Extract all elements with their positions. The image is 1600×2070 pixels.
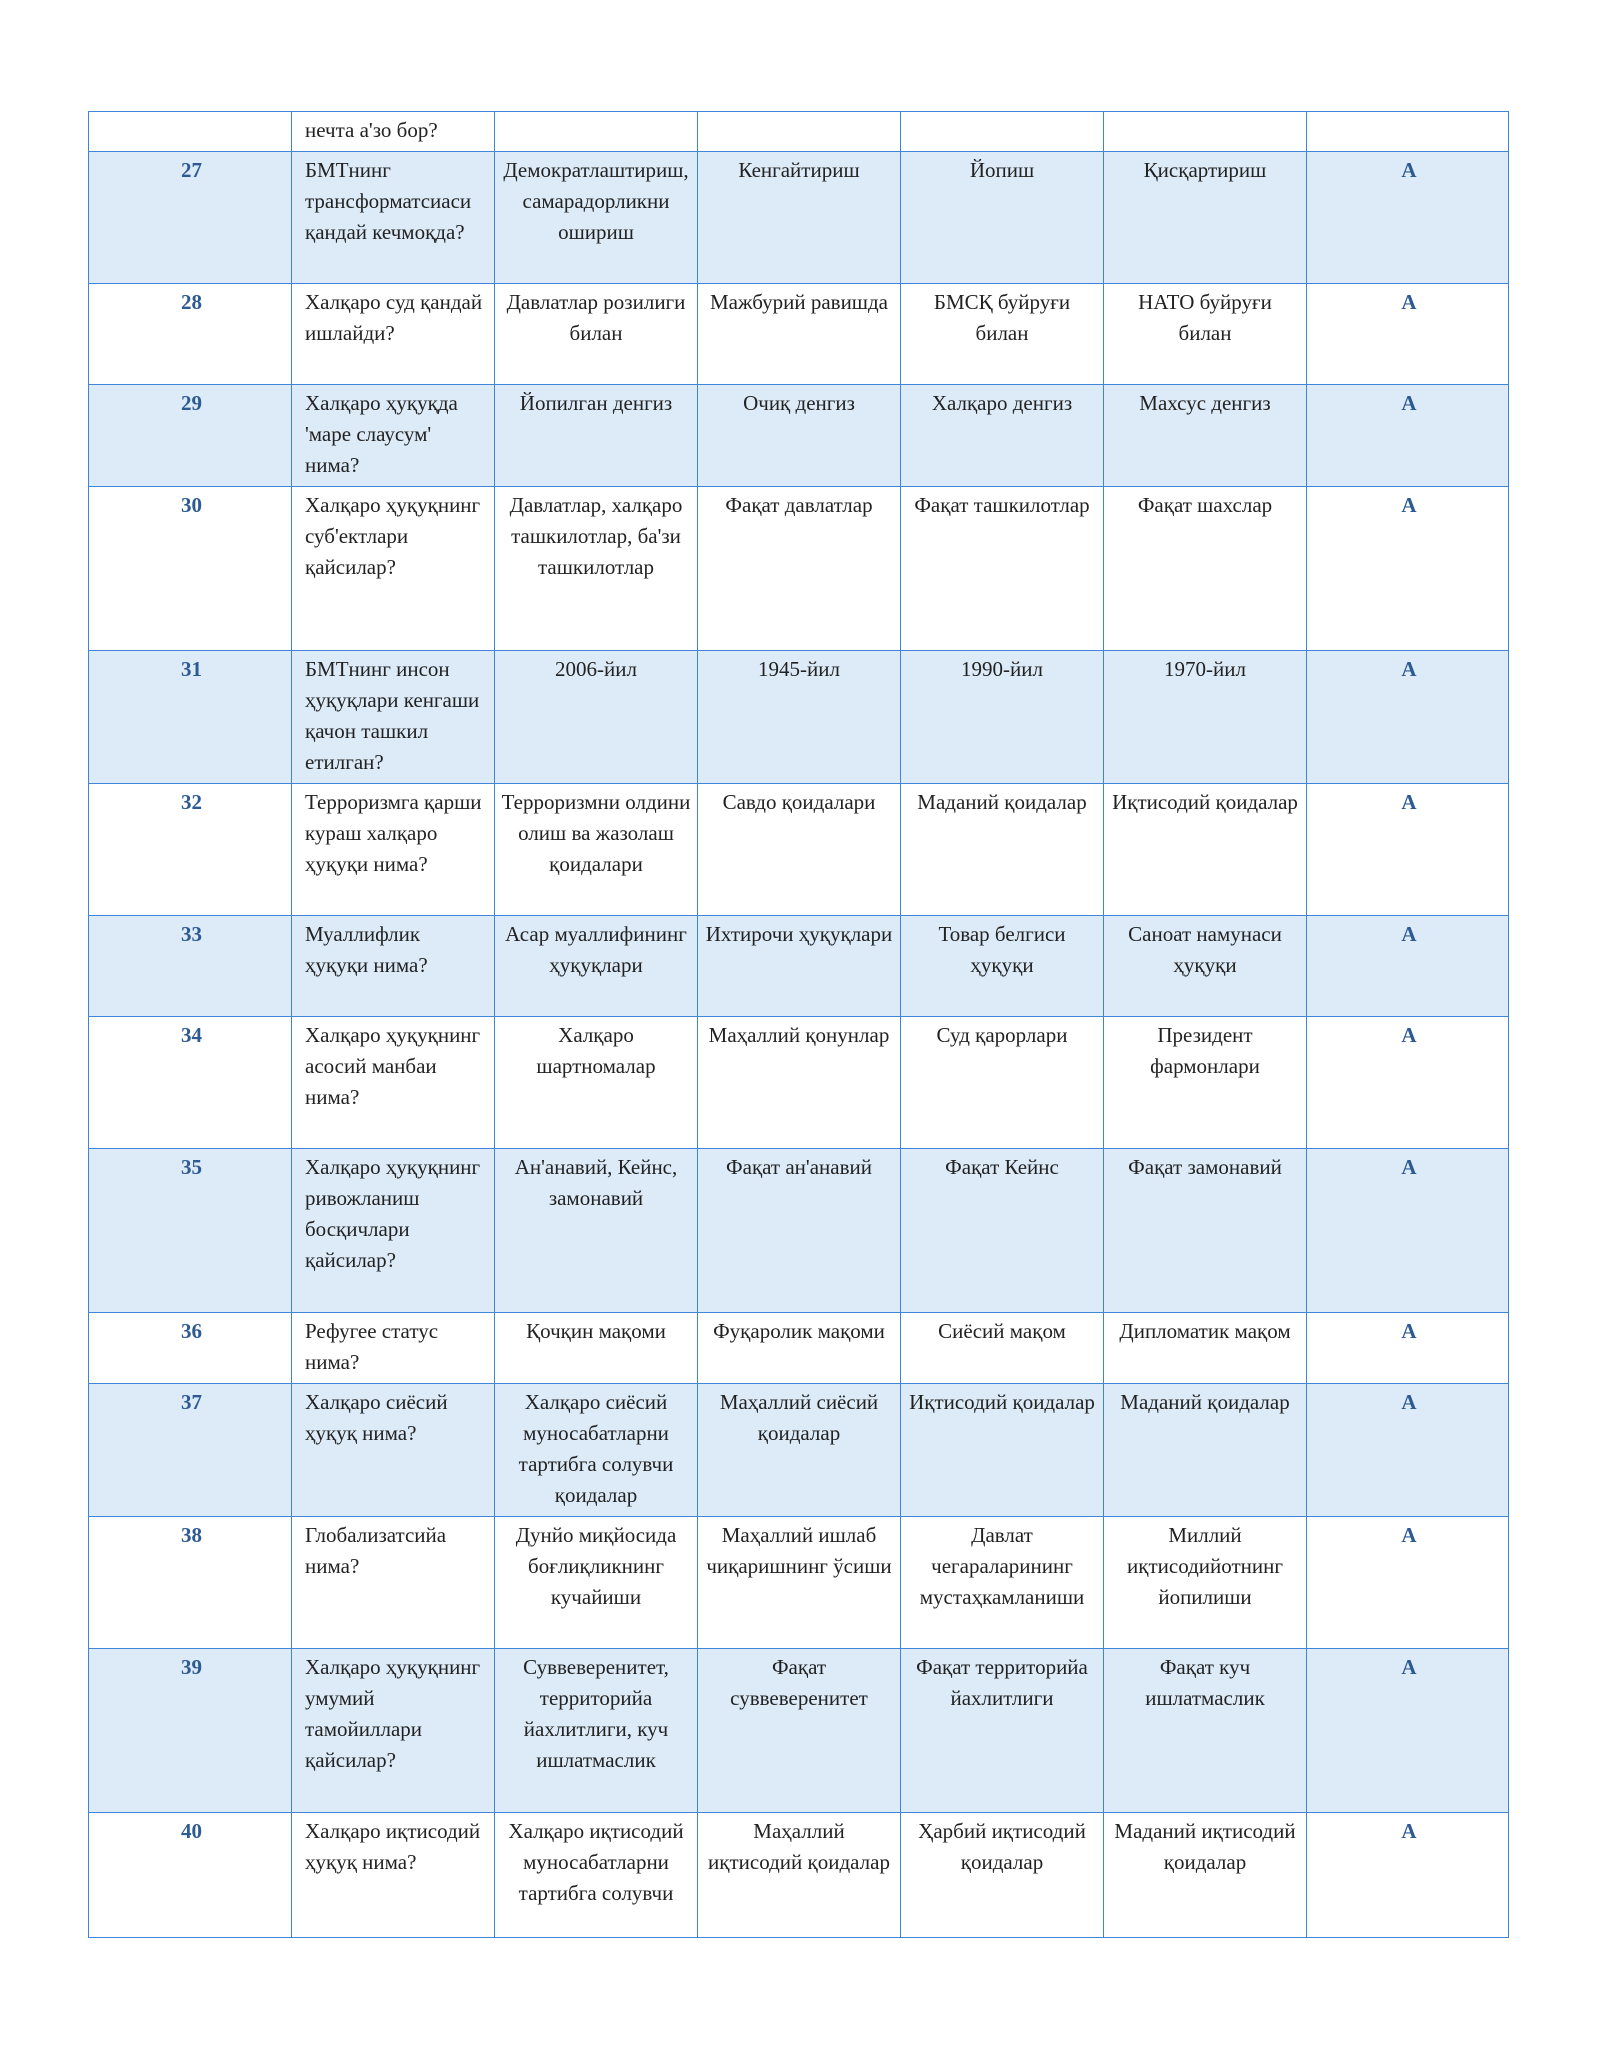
correct-answer — [1307, 112, 1509, 152]
option-b: Маҳаллий ишлаб чиқаришнинг ўсиши — [698, 1517, 901, 1649]
option-b: Фақат ан'анавий — [698, 1149, 901, 1313]
table-row — [89, 1517, 1509, 1649]
question-number: 27 — [89, 152, 292, 284]
option-c: Сиёсий мақом — [901, 1313, 1104, 1384]
table-row — [89, 1384, 1509, 1517]
correct-answer: A — [1307, 784, 1509, 916]
option-b: Очиқ денгиз — [698, 385, 901, 487]
option-c: Суд қарорлари — [901, 1017, 1104, 1149]
question-number: 33 — [89, 916, 292, 1017]
option-b: Кенгайтириш — [698, 152, 901, 284]
option-a — [495, 112, 698, 152]
option-c: Давлат чегараларининг мустаҳкамланиши — [901, 1517, 1104, 1649]
option-a: Дунйо миқйосида боғлиқликнинг кучайиши — [495, 1517, 698, 1649]
table-row — [89, 1313, 1509, 1384]
question-text: Халқаро ҳуқуқнинг умумий тамойиллари қайсилар? — [292, 1649, 495, 1813]
question-text: Рефугее статус нима? — [292, 1313, 495, 1384]
table-row — [89, 152, 1509, 284]
option-d: Иқтисодий қоидалар — [1104, 784, 1307, 916]
option-b: Фуқаролик мақоми — [698, 1313, 901, 1384]
option-c: Фақат ташкилотлар — [901, 487, 1104, 651]
option-c: Ҳарбий иқтисодий қоидалар — [901, 1813, 1104, 1938]
question-number: 35 — [89, 1149, 292, 1313]
document-page — [88, 111, 1508, 1938]
option-a: Асар муаллифининг ҳуқуқлари — [495, 916, 698, 1017]
question-text: БМТнинг инсон ҳуқуқлари кенгаши қачон ташкил етилган? — [292, 651, 495, 784]
option-d: Қисқартириш — [1104, 152, 1307, 284]
option-a: Ан'анавий, Кейнс, замонавий — [495, 1149, 698, 1313]
question-text: Халқаро ҳуқуқнинг суб'ектлари қайсилар? — [292, 487, 495, 651]
table-row — [89, 1813, 1509, 1938]
question-text: Муаллифлик ҳуқуқи нима? — [292, 916, 495, 1017]
correct-answer: A — [1307, 1649, 1509, 1813]
question-number: 34 — [89, 1017, 292, 1149]
correct-answer: A — [1307, 651, 1509, 784]
option-c: Фақат Кейнс — [901, 1149, 1104, 1313]
questions-table-body — [89, 112, 1509, 1938]
question-number: 29 — [89, 385, 292, 487]
correct-answer: A — [1307, 1813, 1509, 1938]
question-text: Халқаро ҳуқуқнинг ривожланиш босқичлари қайсилар? — [292, 1149, 495, 1313]
option-c: 1990-йил — [901, 651, 1104, 784]
correct-answer: A — [1307, 1017, 1509, 1149]
option-a: Суввеверенитет, территорийа йахлитлиги, куч ишлатмаслик — [495, 1649, 698, 1813]
question-number: 36 — [89, 1313, 292, 1384]
table-row — [89, 487, 1509, 651]
option-d: Миллий иқтисодийотнинг йопилиши — [1104, 1517, 1307, 1649]
option-d — [1104, 112, 1307, 152]
question-number: 39 — [89, 1649, 292, 1813]
correct-answer: A — [1307, 1384, 1509, 1517]
table-row — [89, 784, 1509, 916]
option-d: Маданий иқтисодий қоидалар — [1104, 1813, 1307, 1938]
option-c: Йопиш — [901, 152, 1104, 284]
option-b: Ихтирочи ҳуқуқлари — [698, 916, 901, 1017]
option-d: Махсус денгиз — [1104, 385, 1307, 487]
option-c: Иқтисодий қоидалар — [901, 1384, 1104, 1517]
option-b: Фақат суввеверенитет — [698, 1649, 901, 1813]
table-row — [89, 284, 1509, 385]
option-d: Саноат намунаси ҳуқуқи — [1104, 916, 1307, 1017]
option-c: Товар белгиси ҳуқуқи — [901, 916, 1104, 1017]
question-text: нечта а'зо бор? — [292, 112, 495, 152]
option-a: Демократлаштириш, самарадорликни ошириш — [495, 152, 698, 284]
option-a: Йопилган денгиз — [495, 385, 698, 487]
option-b: Маҳаллий иқтисодий қоидалар — [698, 1813, 901, 1938]
option-a: Халқаро иқтисодий муносабатларни тартибга солувчи — [495, 1813, 698, 1938]
correct-answer: A — [1307, 1313, 1509, 1384]
question-number: 37 — [89, 1384, 292, 1517]
option-d: Маданий қоидалар — [1104, 1384, 1307, 1517]
option-a: Халқаро шартномалар — [495, 1017, 698, 1149]
option-a: Давлатлар, халқаро ташкилотлар, ба'зи ташкилотлар — [495, 487, 698, 651]
option-d: Фақат шахслар — [1104, 487, 1307, 651]
question-text: Глобализатсийа нима? — [292, 1517, 495, 1649]
option-d: 1970-йил — [1104, 651, 1307, 784]
question-text: БМТнинг трансформатсиаси қандай кечмоқда? — [292, 152, 495, 284]
option-a: 2006-йил — [495, 651, 698, 784]
correct-answer: A — [1307, 284, 1509, 385]
table-row — [89, 1649, 1509, 1813]
table-row — [89, 916, 1509, 1017]
question-number: 40 — [89, 1813, 292, 1938]
option-a: Халқаро сиёсий муносабатларни тартибга солувчи қоидалар — [495, 1384, 698, 1517]
question-text: Халқаро иқтисодий ҳуқуқ нима? — [292, 1813, 495, 1938]
question-number: 32 — [89, 784, 292, 916]
option-d: НАТО буйруғи билан — [1104, 284, 1307, 385]
table-row — [89, 385, 1509, 487]
question-number — [89, 112, 292, 152]
option-d: Фақат замонавий — [1104, 1149, 1307, 1313]
question-text: Халқаро ҳуқуқнинг асосий манбаи нима? — [292, 1017, 495, 1149]
correct-answer: A — [1307, 1517, 1509, 1649]
option-b — [698, 112, 901, 152]
option-d: Фақат куч ишлатмаслик — [1104, 1649, 1307, 1813]
question-text: Халқаро суд қандай ишлайди? — [292, 284, 495, 385]
question-text: Халқаро сиёсий ҳуқуқ нима? — [292, 1384, 495, 1517]
question-number: 28 — [89, 284, 292, 385]
correct-answer: A — [1307, 487, 1509, 651]
option-b: Мажбурий равишда — [698, 284, 901, 385]
option-b: Маҳаллий қонунлар — [698, 1017, 901, 1149]
table-row — [89, 112, 1509, 152]
option-a: Давлатлар розилиги билан — [495, 284, 698, 385]
option-a: Терроризмни олдини олиш ва жазолаш қоидалари — [495, 784, 698, 916]
option-d: Президент фармонлари — [1104, 1017, 1307, 1149]
option-b: Савдо қоидалари — [698, 784, 901, 916]
option-a: Қочқин мақоми — [495, 1313, 698, 1384]
option-c: Халқаро денгиз — [901, 385, 1104, 487]
option-c: Фақат территорийа йахлитлиги — [901, 1649, 1104, 1813]
correct-answer: A — [1307, 385, 1509, 487]
question-number: 38 — [89, 1517, 292, 1649]
correct-answer: A — [1307, 152, 1509, 284]
questions-table — [88, 111, 1509, 1938]
question-text: Терроризмга қарши кураш халқаро ҳуқуқи нима? — [292, 784, 495, 916]
table-row — [89, 1149, 1509, 1313]
option-b: 1945-йил — [698, 651, 901, 784]
correct-answer: A — [1307, 1149, 1509, 1313]
question-number: 31 — [89, 651, 292, 784]
option-d: Дипломатик мақом — [1104, 1313, 1307, 1384]
option-b: Фақат давлатлар — [698, 487, 901, 651]
table-row — [89, 1017, 1509, 1149]
table-row — [89, 651, 1509, 784]
question-text: Халқаро ҳуқуқда 'маре слаусум' нима? — [292, 385, 495, 487]
correct-answer: A — [1307, 916, 1509, 1017]
option-c — [901, 112, 1104, 152]
question-number: 30 — [89, 487, 292, 651]
option-b: Маҳаллий сиёсий қоидалар — [698, 1384, 901, 1517]
option-c: Маданий қоидалар — [901, 784, 1104, 916]
option-c: БМСҚ буйруғи билан — [901, 284, 1104, 385]
